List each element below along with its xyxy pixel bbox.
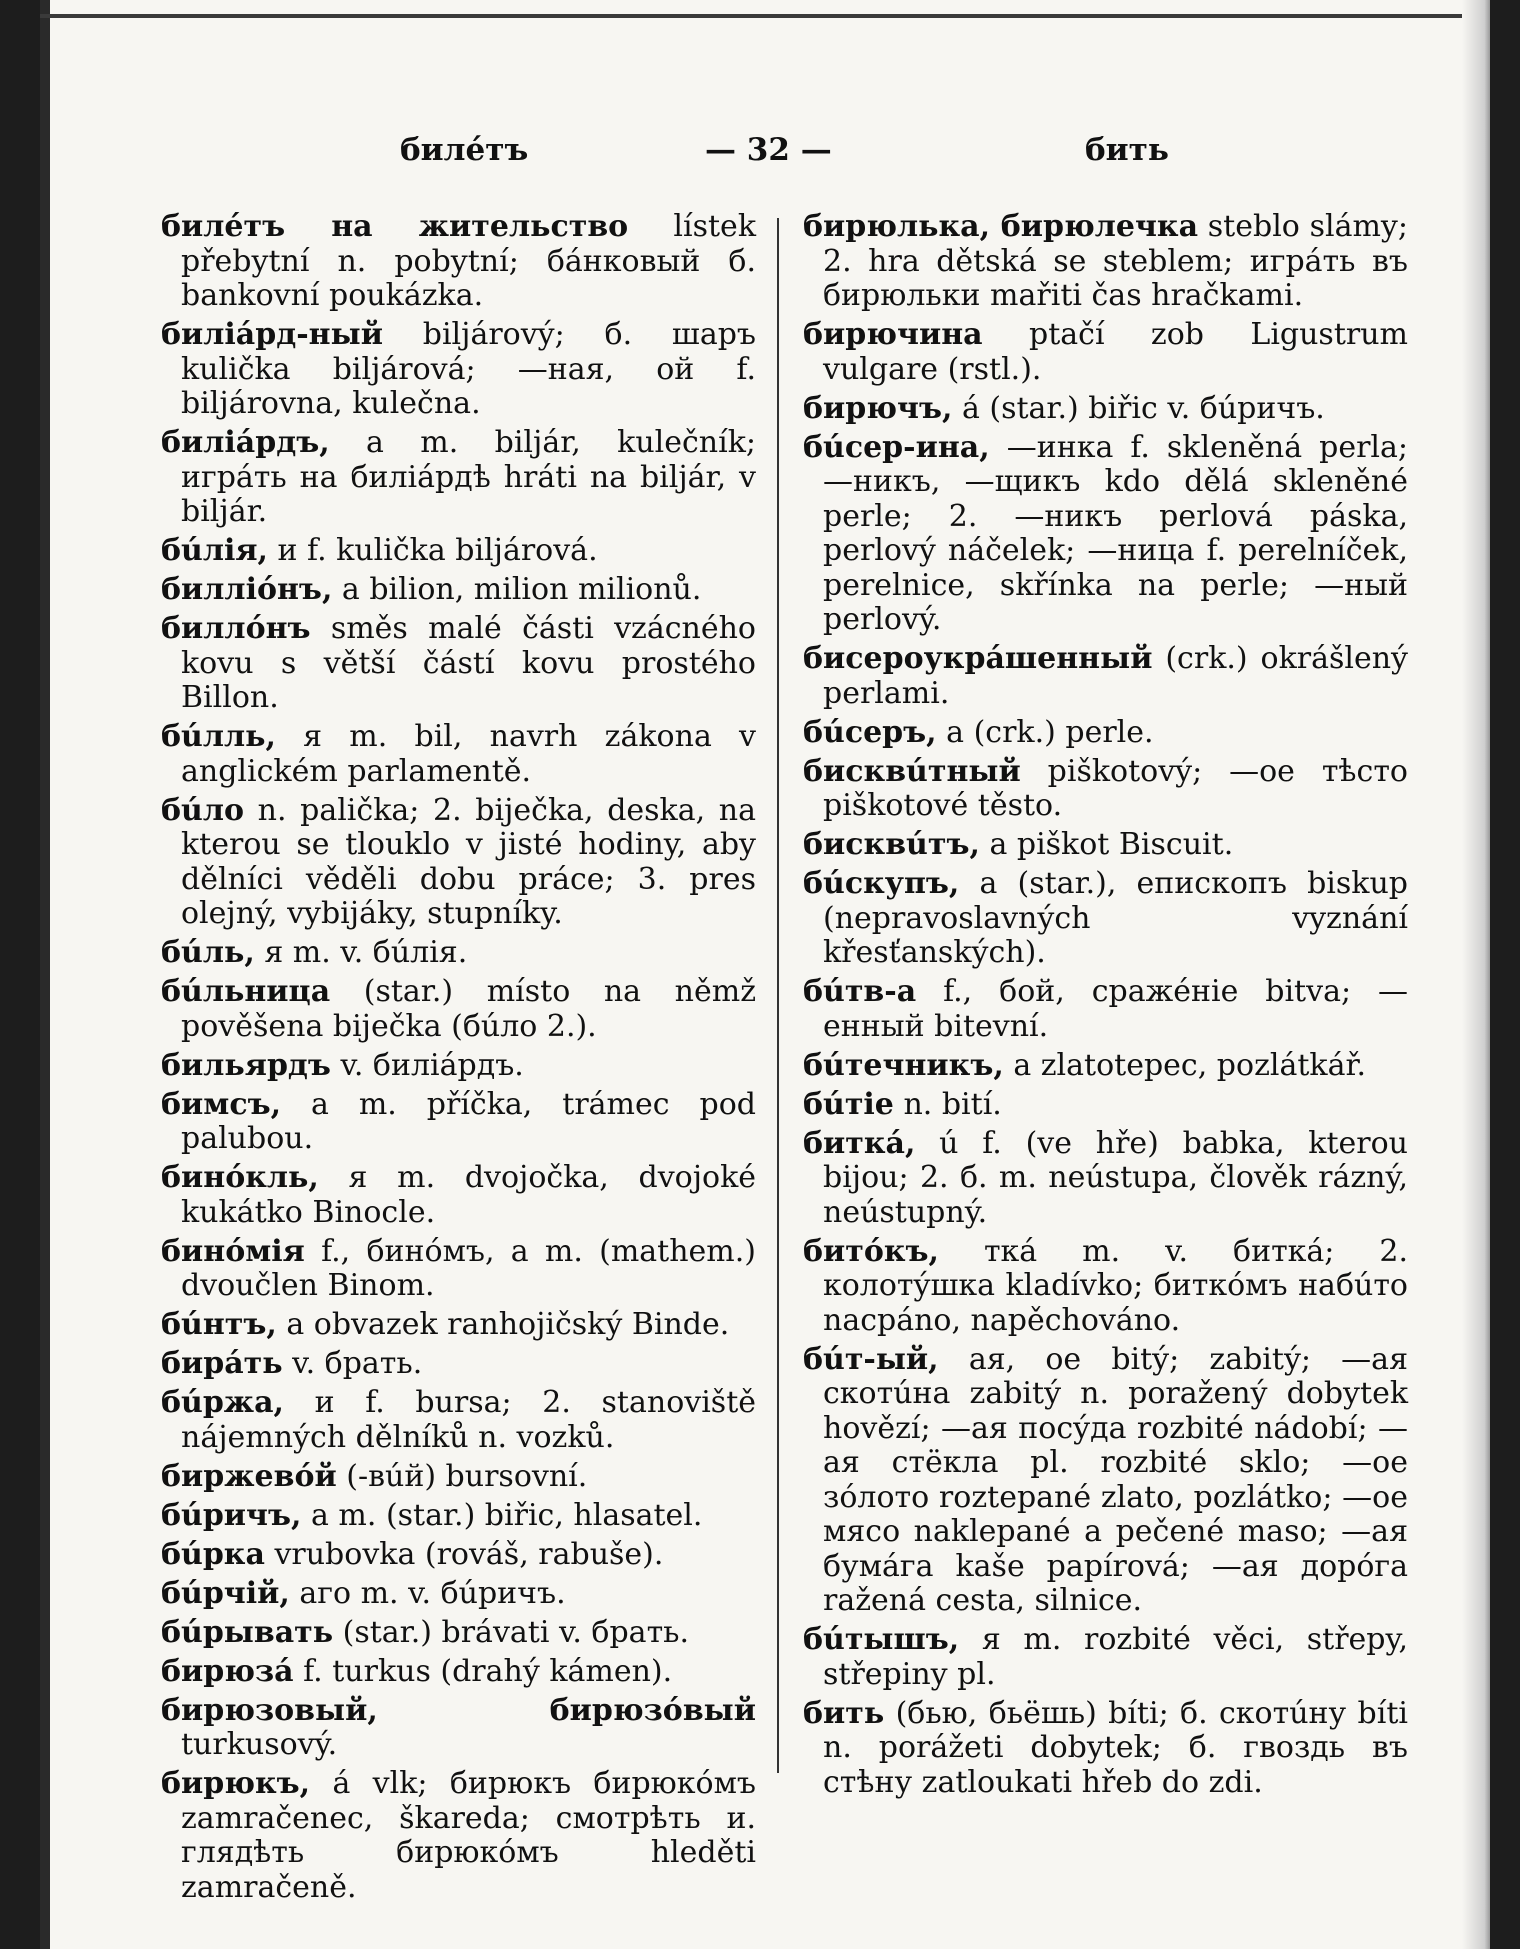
entry-headword: бирючъ, [803,390,953,426]
header-right-guideword: бить [1085,132,1169,168]
dictionary-entry [161,1088,756,1157]
entry-headword: бúсер-ина, [803,429,990,465]
dictionary-entry [803,828,1408,863]
entry-headword: биліáрдъ, [161,425,330,460]
entry-definition: n. bití. [893,1086,1002,1122]
entry-definition: vrubovka (rováš, rabuše). [264,1536,664,1572]
entry-definition: (-вúй) bursovní. [336,1458,588,1494]
entry-definition: v. биліáрдъ. [330,1047,524,1083]
entry-headword: бúрка [161,1536,265,1572]
dictionary-entry [161,210,756,314]
entry-definition: я m. dvojočka, dvojoké kukátko Binocle. [181,1160,756,1230]
binding-edge [40,0,50,1949]
entry-definition: směs malé části vzácného kovu s větší částí kovu prostého Billon. [181,611,756,715]
dictionary-entry [161,534,756,569]
entry-definition: f. turkus (drahý kámen). [293,1653,673,1689]
entry-definition: ú f. (ve hře) babka, kterou bijou; 2. б. m. neústupa, člověk rázný, neústupný. [823,1125,1408,1230]
dictionary-entry [803,1235,1408,1339]
entry-headword: бúскупъ, [803,866,960,901]
dictionary-entry [803,642,1408,711]
dictionary-entry [161,1694,756,1763]
dictionary-entry [803,867,1408,971]
entry-headword: биліáрд-ный [161,317,383,352]
entry-headword: бúтышъ, [803,1622,960,1657]
entry-headword: биткá, [803,1125,916,1161]
entry-definition: a obvazek ranhojičský Binde. [276,1307,730,1342]
dictionary-entry [161,975,756,1044]
entry-headword: бúрывать [161,1614,334,1650]
entry-headword: бúтечникъ, [803,1047,1004,1083]
entry-headword: биллóнъ [161,611,311,646]
entry-definition: turkusový. [181,1727,338,1762]
entry-headword: бирюлька, бирюлечка [803,209,1199,244]
entry-headword: бúло [161,792,244,828]
entry-headword: бúлія, [161,533,268,568]
entry-definition: a bilion, milion milionů. [332,572,702,607]
entry-definition: a (star.), епископъ biskup (nepravoslavných vyznání křesťanských). [823,866,1408,970]
page-edge-shadow [1462,0,1490,1949]
dictionary-entry [161,1308,756,1343]
entry-headword: бúль, [161,935,255,970]
entry-headword: бúричъ, [161,1497,302,1533]
dictionary-entry [161,1460,756,1495]
entry-headword: бúтв-а [803,974,917,1009]
entry-headword: бирюзá [161,1653,294,1689]
dictionary-entry [161,1347,756,1382]
dictionary-entry [803,392,1408,427]
entry-definition: ткá m. v. биткá; 2. колотýшка kladívko; биткóмъ набúто nacpáno, napěchováno. [823,1233,1408,1338]
entry-definition: я m. v. бúлія. [254,935,468,970]
entry-definition: steblo slámy; 2. hra dětská se steblem; игрáть въ бирюльки mařiti čas hračkami. [823,209,1408,313]
left-column [161,210,756,1910]
dictionary-entry [161,1235,756,1304]
dictionary-entry [161,1386,756,1455]
entry-definition: я m. bil, navrh zákona v anglickém parlamentě. [181,719,756,789]
entry-definition: f., бой, сражéніе bitva; —енный bitevní. [823,974,1408,1044]
entry-headword: бисероукрáшенный [803,641,1153,676]
entry-headword: бирюзовый, бирюзóвый [161,1692,756,1728]
entry-definition: (star.) místo na němž pověšena biječka (бúло 2.). [181,974,756,1044]
dictionary-entry [803,318,1408,387]
entry-definition: и f. bursa; 2. stanoviště nájemných dělníků n. vozků. [181,1385,756,1455]
dictionary-entry [161,426,756,530]
dictionary-entry [161,573,756,608]
top-rule [40,14,1490,18]
dictionary-entry [803,1343,1408,1619]
entry-definition: a piškot Biscuit. [979,827,1234,862]
entry-definition: (crk.) okrášlený perlami. [823,641,1408,711]
entry-definition: аго m. v. бúричъ. [289,1575,566,1611]
entry-definition: —инка f. skleněná perla; —никъ, —щикъ kdo dělá skleněné perle; 2. —никъ perlová páska, perlový náčelek; —ница f. perelníček, perelnice, skřínka na perle; —ный perlový. [823,429,1408,637]
entry-definition: lístek přebytní n. pobytní; бáнковый б. bankovní poukázka. [181,209,756,313]
entry-definition: ая, ое bitý; zabitý; —ая скотúна zabitý n. poražený dobytek hovězí; —ая посýда rozbité nádobí; —ая стёкла pl. rozbité sklo; —ое зóлото roztepané zlato, pozlátko; —ое мясо naklepané a pečené maso; —ая бумáга kaše papírová; —ая дорóга ražená cesta, silnice. [823,1341,1408,1618]
entry-definition: a m. příčka, trámec pod palubou. [181,1086,756,1156]
entry-headword: бинóкль, [161,1160,319,1195]
entry-headword: билліóнъ, [161,572,333,607]
dictionary-entry [803,210,1408,314]
entry-definition: piškotový; —ое тѣсто piškotové těsto. [823,753,1408,823]
dictionary-entry [803,1088,1408,1123]
dictionary-entry [803,755,1408,824]
entry-headword: бúнтъ, [161,1307,277,1342]
entry-definition: á vlk; бирюкъ бирюкóмъ zamračenec, škareda; смотрѣть и. глядѣть бирюкóмъ hleděti zamračeně. [181,1766,756,1905]
header-left-guideword: билéтъ [400,132,529,168]
dictionary-entry [161,1577,756,1612]
entry-headword: бисквúтный [803,753,1021,789]
entry-definition: á (star.) biřic v. бúричъ. [952,390,1325,426]
entry-definition: (star.) brávati v. брать. [333,1614,690,1650]
entry-definition: f., бинóмъ, а m. (mathem.) dvoučlen Binom. [181,1233,756,1303]
entry-definition: (бью, бьёшь) bíti; б. скотúну bíti n. porážeti dobytek; б. гвоздь въ стѣну zatloukati hřeb do zdi. [823,1695,1408,1800]
entry-headword: бúт-ый, [803,1341,939,1377]
dictionary-entry [803,1697,1408,1801]
dictionary-entry [803,716,1408,751]
entry-headword: бúсеръ, [803,714,937,750]
entry-definition: я m. rozbité věci, střepy, střepiny pl. [823,1622,1408,1692]
entry-definition: n. palička; 2. biječka, deska, na kterou se tlouklo v jisté hodiny, aby dělníci věděli dobu práce; 3. pres olejný, vybijáky, stupníky. [181,792,756,931]
entry-definition: a zlatotepec, pozlátkář. [1003,1047,1367,1083]
entry-headword: биржевóй [161,1458,337,1494]
entry-headword: бисквúтъ, [803,827,980,862]
entry-headword: бúрчій, [161,1575,290,1611]
page-number: — 32 — [705,132,832,168]
entry-headword: бирючина [803,317,983,352]
dictionary-entry [161,1161,756,1230]
entry-headword: билéтъ на жительство [161,209,629,244]
dictionary-entry [161,1616,756,1651]
entry-definition: v. брать. [282,1346,423,1381]
dictionary-entry [161,1767,756,1905]
entry-headword: битóкъ, [803,1233,939,1269]
dictionary-entry [803,975,1408,1044]
entry-definition: a m. biljár, kulečník; игрáть на биліáрдѣ hráti na biljár, v biljár. [181,425,756,529]
dictionary-entry [161,1655,756,1690]
entry-definition: a (crk.) perle. [936,714,1154,750]
entry-headword: бирюкъ, [161,1766,311,1801]
entry-definition: и f. kulička biljárová. [267,533,598,568]
dictionary-entry [161,720,756,789]
entry-definition: ptačí zob Ligustrum vulgare (rstl.). [823,317,1408,387]
dictionary-entry [161,794,756,932]
entry-definition: biljárový; б. шаръ kulička biljárová; —ная, ой f. biljárovna, kulečna. [181,317,756,421]
dictionary-entry [161,612,756,716]
entry-headword: бильярдъ [161,1047,331,1083]
entry-headword: бúлль, [161,719,276,754]
entry-headword: бимсъ, [161,1086,282,1122]
dictionary-entry [161,318,756,422]
entry-definition: a m. (star.) biřic, hlasatel. [301,1497,703,1533]
column-divider [777,218,779,1773]
entry-headword: бúржа, [161,1385,284,1420]
dictionary-entry [803,1623,1408,1692]
dictionary-entry [803,1127,1408,1231]
dictionary-entry [161,1049,756,1084]
entry-headword: бить [803,1695,885,1731]
dictionary-entry [803,431,1408,638]
running-header [40,132,1490,182]
entry-headword: бирáть [161,1346,283,1381]
dictionary-entry [161,936,756,971]
dictionary-entry [161,1538,756,1573]
dictionary-entry [161,1499,756,1534]
dictionary-page [40,0,1490,1949]
right-column [803,210,1408,1805]
dictionary-entry [803,1049,1408,1084]
entry-headword: бинóмія [161,1233,305,1269]
entry-headword: бúльница [161,974,331,1009]
entry-headword: бúтіе [803,1086,894,1122]
